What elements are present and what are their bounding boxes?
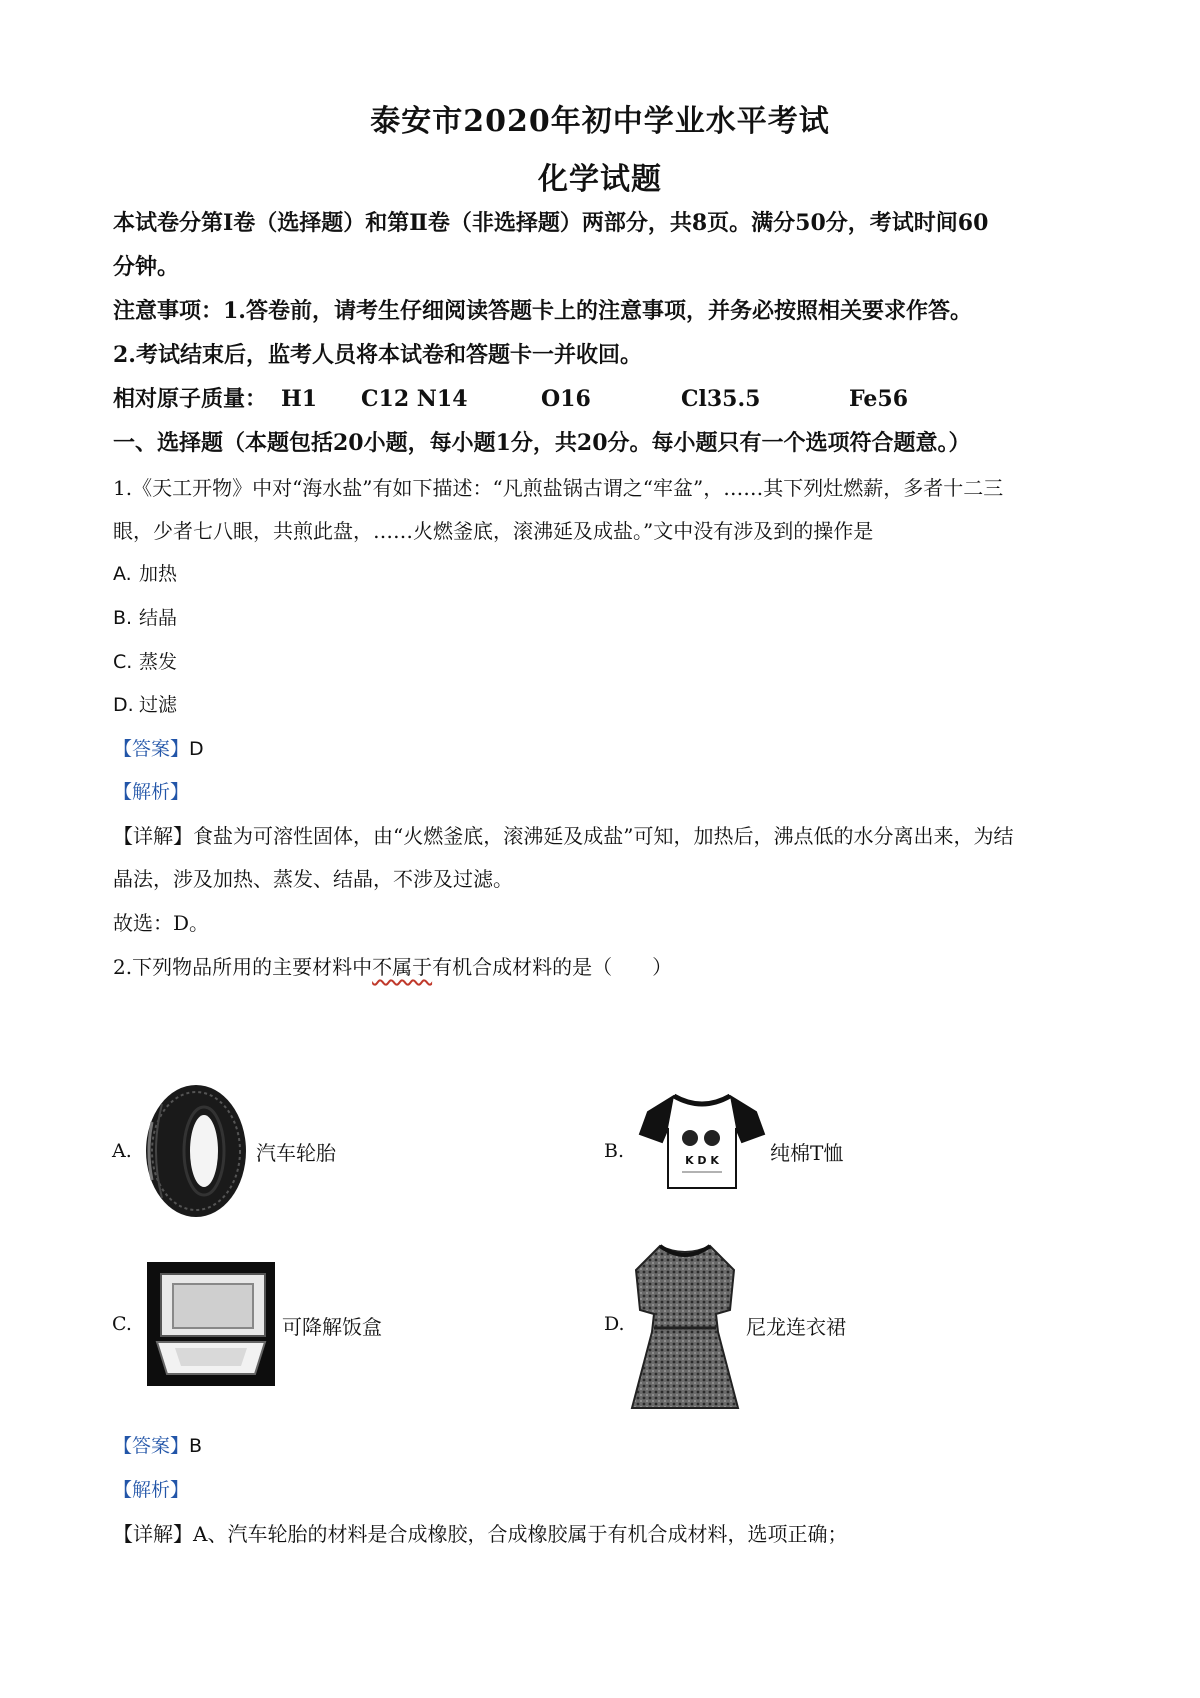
q2-option-d-label: 尼龙连衣裙 <box>746 1315 846 1339</box>
q2-option-b-label: 纯棉T恤 <box>770 1141 844 1165</box>
atomic-mass-item: Cl35.5 <box>681 386 761 412</box>
q1-detail-line-2: 晶法，涉及加热、蒸发、结晶，不涉及过滤。 <box>113 867 513 891</box>
exam-page: 泰安市2020年初中学业水平考试 化学试题 本试卷分第Ⅰ卷（选择题）和第Ⅱ卷（非选择题）两部分，共8页。满分50分，考试时间60 分钟。 注意事项：1.答卷前，请考生仔细阅读答题卡上的注意事项，并务必按照相关要求作答。 2.考试结束后，监考人员将本试卷和答题卡一并收回。 相对原子质量： H1 C12 N14 O16 Cl35.5 Fe56 一、选择题（本题包括20小题，每小题1分，共20分。每小题只有一个选项符合题意。） 1.《天工开物》中对“海水盐”有如下描述：“凡煎盐锅古谓之“牢盆”，……其下列灶燃薪，多者十二三 眼，少者七八眼，共煎此盘，……火燃釜底，滚沸延及成盐。”文中没有涉及到的操作是 A. 加热 B. 结晶 C. 蒸发 D. 过滤 【答案】D 【解析】 【详解】食盐为可溶性固体，由“火燃釜底，滚沸延及成盐”可知，加热后，沸点低的水分离出来，为结 晶法，涉及加热、蒸发、结晶，不涉及过滤。 故选：D。 2.下列物品所用的主要材料中不属于有机合成材料的是（ ） A. 汽车轮胎 B. K D K 纯棉T恤 C. 可降解饭盒 D. 尼龙连衣裙 【答案】B 【解析】 【详解】A、汽车轮胎的材料是合成橡胶，合成橡胶属于有机合成材料，选项正确； <box>0 0 1200 1698</box>
atomic-mass-item: H1 <box>281 386 318 412</box>
dress-icon <box>630 1240 740 1412</box>
q2-option-a-label: 汽车轮胎 <box>256 1141 336 1165</box>
atomic-mass-item: C12 N14 <box>361 386 468 412</box>
q1-option-a: A. 加热 <box>113 563 178 585</box>
q1-stem-line-2: 眼，少者七八眼，共煎此盘，……火燃釜底，滚沸延及成盐。”文中没有涉及到的操作是 <box>113 519 874 543</box>
tshirt-icon <box>638 1090 766 1190</box>
q1-detail-line-1: 【详解】食盐为可溶性固体，由“火燃釜底，滚沸延及成盐”可知，加热后，沸点低的水分离出来，为结 <box>113 824 1014 848</box>
atomic-masses <box>113 384 1113 414</box>
page-title: 泰安市2020年初中学业水平考试 <box>370 104 830 139</box>
q2-option-c-label: 可降解饭盒 <box>282 1315 382 1339</box>
q2-answer: 【答案】B <box>113 1435 203 1457</box>
q1-option-c: C. 蒸发 <box>113 651 178 673</box>
page-subtitle: 化学试题 <box>538 162 662 197</box>
q1-stem-line-1: 1.《天工开物》中对“海水盐”有如下描述：“凡煎盐锅古谓之“牢盆”，……其下列灶燃薪，多者十二三 <box>113 476 1004 500</box>
atomic-mass-item: O16 <box>541 386 591 412</box>
notice-line-1: 注意事项：1.答卷前，请考生仔细阅读答题卡上的注意事项，并务必按照相关要求作答。 <box>113 298 972 324</box>
intro-line-2: 分钟。 <box>113 254 180 280</box>
section-heading: 一、选择题（本题包括20小题，每小题1分，共20分。每小题只有一个选项符合题意。） <box>113 430 971 456</box>
notice-line-2: 2.考试结束后，监考人员将本试卷和答题卡一并收回。 <box>113 342 642 368</box>
q2-analysis-tag: 【解析】 <box>113 1479 190 1501</box>
atomic-masses-label: 相对原子质量： <box>113 386 268 412</box>
q1-option-b: B. 结晶 <box>113 607 178 629</box>
lunchbox-icon <box>147 1262 275 1386</box>
q2-detail-line-1: 【详解】A、汽车轮胎的材料是合成橡胶，合成橡胶属于有机合成材料，选项正确； <box>113 1522 848 1546</box>
intro-line-1: 本试卷分第Ⅰ卷（选择题）和第Ⅱ卷（非选择题）两部分，共8页。满分50分，考试时间60 <box>113 210 989 236</box>
tshirt-print: K D K <box>685 1154 719 1167</box>
q1-conclusion: 故选：D。 <box>113 911 210 935</box>
atomic-mass-item: Fe56 <box>849 386 909 412</box>
q1-answer: 【答案】D <box>113 738 204 760</box>
q1-option-d: D. 过滤 <box>113 694 178 716</box>
tire-icon <box>140 1082 252 1220</box>
q2-stem: 2.下列物品所用的主要材料中不属于有机合成材料的是（ ） <box>113 955 673 979</box>
q1-analysis-tag: 【解析】 <box>113 781 190 803</box>
q2-stem-emphasis: 不属于 <box>372 955 433 979</box>
